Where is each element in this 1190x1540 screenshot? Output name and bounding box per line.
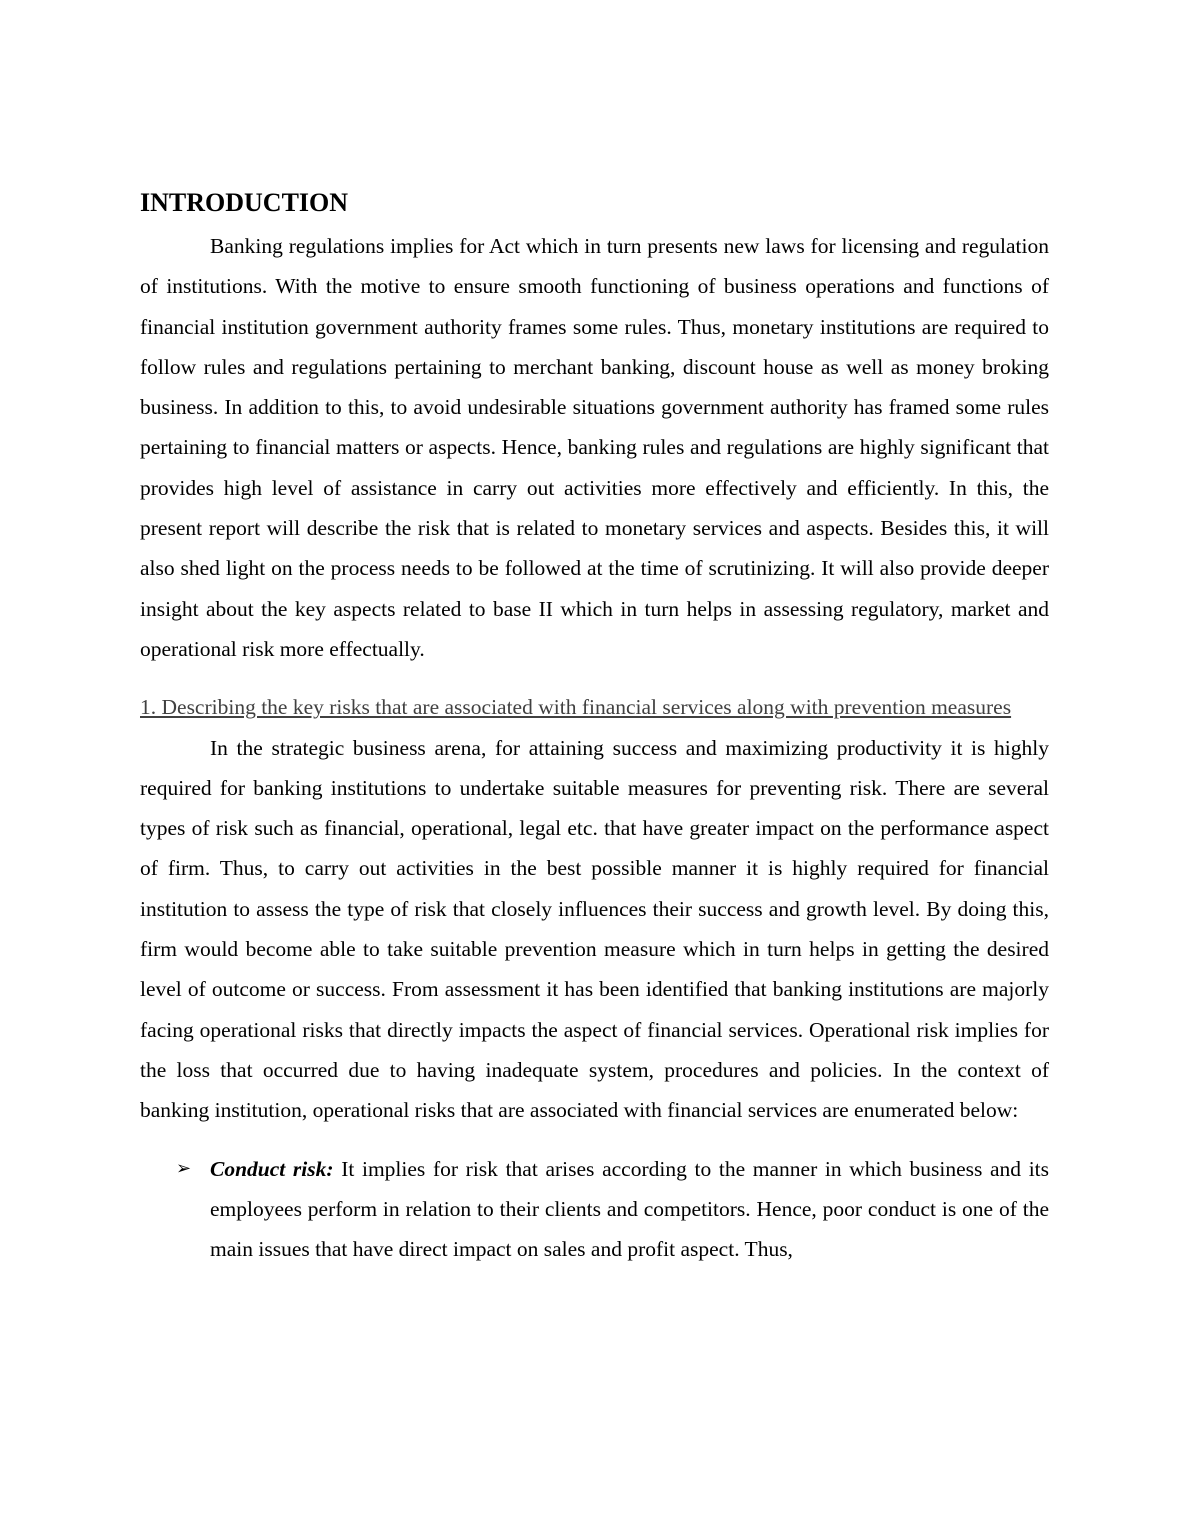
bullet-term: Conduct risk: — [210, 1156, 334, 1181]
document-page — [140, 186, 1049, 1269]
introduction-paragraph: Banking regulations implies for Act which in turn presents new laws for licensing and regulation of institutions. With the motive to ensure smooth functioning of business operations and functions of financial institution government authority frames some rules. Thus, monetary institutions are required to follow rules and regulations pertaining to merchant banking, discount house as well as money broking business. In addition to this, to avoid undesirable situations government authority has framed some rules pertaining to financial matters or aspects. Hence, banking rules and regulations are highly significant that provides high level of assistance in carry out activities more effectively and efficiently. In this, the present report will describe the risk that is related to monetary services and aspects. Besides this, it will also shed light on the process needs to be followed at the time of scrutinizing. It will also provide deeper insight about the key aspects related to base II which in turn helps in assessing regulatory, market and operational risk more effectually. — [140, 234, 1049, 661]
bullet-item-conduct-risk — [140, 1149, 1049, 1270]
section-1-paragraph: In the strategic business arena, for attaining success and maximizing productivity it is highly required for banking institutions to undertake suitable measures for preventing risk. There are several types of risk such as financial, operational, legal etc. that have greater impact on the performance aspect of firm. Thus, to carry out activities in the best possible manner it is highly required for financial institution to assess the type of risk that closely influences their success and growth level. By doing this, firm would become able to take suitable prevention measure which in turn helps in getting the desired level of outcome or success. From assessment it has been identified that banking institutions are majorly facing operational risks that directly impacts the aspect of financial services. Operational risk implies for the loss that occurred due to having inadequate system, procedures and policies. In the context of banking institution, operational risks that are associated with financial services are enumerated below: — [140, 735, 1049, 1123]
risk-bullet-list — [140, 1149, 1049, 1270]
introduction-heading: INTRODUCTION — [140, 188, 349, 217]
arrow-bullet-icon: ➢ — [176, 1157, 192, 1179]
section-1-heading: 1. Describing the key risks that are associated with financial services along with prevention measures — [140, 695, 1012, 720]
bullet-text: It implies for risk that arises according to the manner in which business and its employees perform in relation to their clients and competitors. Hence, poor conduct is one of the main issues that have direct impact on sales and profit aspect. Thus, — [210, 1156, 1050, 1262]
